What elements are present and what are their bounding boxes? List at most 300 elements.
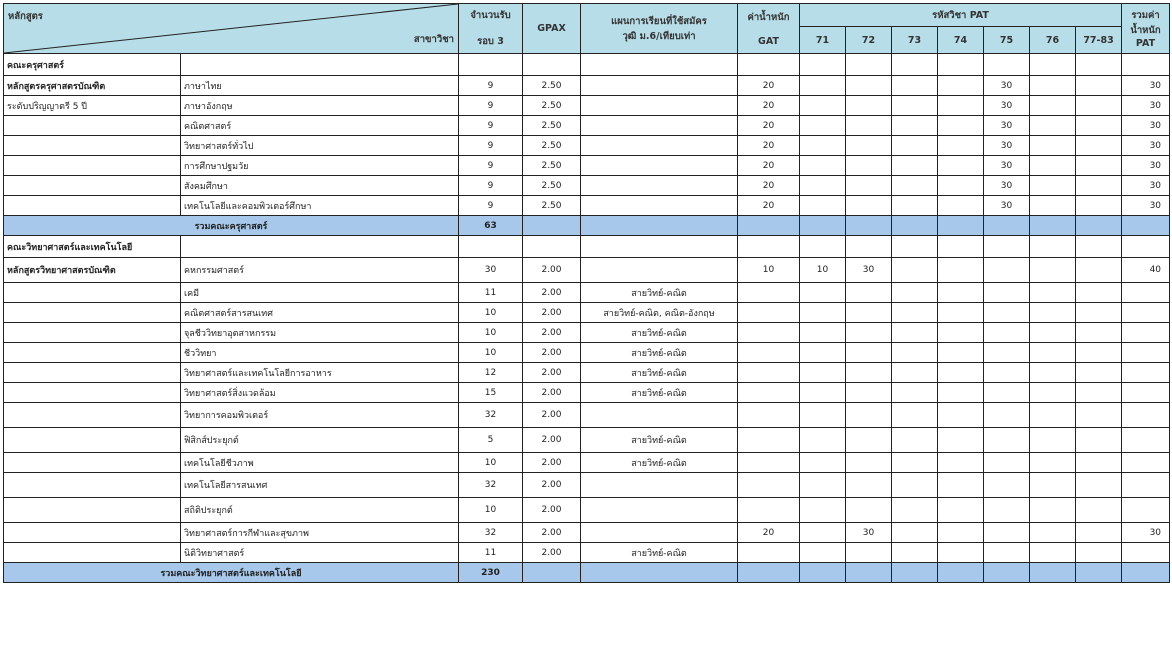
empty-cell [1030,236,1076,258]
seats-value: 32 [459,473,523,498]
empty-cell [800,563,846,583]
faculty-total-seats: 63 [459,216,523,236]
seats-value: 9 [459,136,523,156]
major-header: สาขาวิชา [413,34,454,45]
pat-74-value [938,156,984,176]
pat-73-value [892,343,938,363]
empty-cell [984,216,1030,236]
pat-72-value [846,343,892,363]
plan-value: สายวิทย์-คณิต, คณิต-อังกฤษ [581,303,738,323]
pat-72-value [846,176,892,196]
pat-77-83-value [1076,403,1122,428]
gpax-value: 2.00 [523,323,581,343]
major-name: สังคมศึกษา [181,176,459,196]
pat-73-value [892,453,938,473]
pat-76-value [1030,383,1076,403]
empty-cell [1076,54,1122,76]
pat-73-value [892,383,938,403]
pat-76-value [1030,96,1076,116]
pat-71-value [800,523,846,543]
gat-value: 20 [738,136,800,156]
pat-72-value [846,196,892,216]
pat-75-value: 30 [984,156,1030,176]
pat-74-value [938,473,984,498]
pat-74-value [938,303,984,323]
pat-72-value [846,428,892,453]
empty-cell [938,54,984,76]
major-name: วิทยาศาสตร์การกีฬาและสุขภาพ [181,523,459,543]
pat-71-value [800,363,846,383]
pat-75-value [984,303,1030,323]
pat-73-value [892,176,938,196]
gat-value [738,403,800,428]
plan-value: สายวิทย์-คณิต [581,383,738,403]
gat-value: 20 [738,523,800,543]
major-name: ภาษาอังกฤษ [181,96,459,116]
empty-cell [523,236,581,258]
faculty-name: คณะครุศาสตร์ [4,54,181,76]
empty-cell [4,196,181,216]
pat-74-value [938,116,984,136]
pat-76-value [1030,403,1076,428]
gat-value [738,473,800,498]
empty-cell [738,216,800,236]
pat-71-value [800,116,846,136]
pat-76-value [1030,76,1076,96]
seats-value: 9 [459,196,523,216]
pat-76-value [1030,323,1076,343]
empty-cell [738,563,800,583]
pat-77-83-value [1076,343,1122,363]
table-row [4,543,1170,563]
major-name: สถิติประยุกต์ [181,498,459,523]
gpax-value: 2.00 [523,403,581,428]
pat-76-value [1030,196,1076,216]
pat-72-value: 30 [846,523,892,543]
pat-code-74: 74 [938,27,984,54]
seats-value: 5 [459,428,523,453]
pat-total-value: 30 [1122,196,1170,216]
empty-cell [1076,236,1122,258]
pat-77-83-value [1076,363,1122,383]
major-name: เคมี [181,283,459,303]
pat-71-value [800,428,846,453]
pat-72-value [846,473,892,498]
pat-72-value [846,303,892,323]
pat-74-value [938,403,984,428]
gpax-value: 2.00 [523,428,581,453]
empty-cell [581,54,738,76]
pat-76-value [1030,258,1076,283]
pat-77-83-value [1076,176,1122,196]
pat-74-value [938,453,984,473]
plan-value: สายวิทย์-คณิต [581,323,738,343]
empty-cell [1030,563,1076,583]
empty-cell [1122,54,1170,76]
gpax-value: 2.50 [523,156,581,176]
pat-72-value [846,116,892,136]
seats-value: 9 [459,76,523,96]
pat-72-value [846,283,892,303]
gpax-value: 2.50 [523,176,581,196]
gat-value: 20 [738,76,800,96]
table-row [4,428,1170,453]
seats-value: 11 [459,283,523,303]
pat-72-value [846,323,892,343]
plan-value: สายวิทย์-คณิต [581,453,738,473]
pat-total-value: 30 [1122,523,1170,543]
pat-total-header: รวมค่า น้ำหนัก PAT [1122,4,1170,54]
pat-total-value [1122,323,1170,343]
pat-74-value [938,76,984,96]
pat-74-value [938,283,984,303]
major-name: จุลชีววิทยาอุตสาหกรรม [181,323,459,343]
empty-cell [4,498,181,523]
pat-75-value [984,258,1030,283]
pat-code-77-83: 77-83 [1076,27,1122,54]
pat-75-value [984,363,1030,383]
gat-value [738,453,800,473]
seats-value: 10 [459,498,523,523]
plan-value [581,196,738,216]
pat-73-value [892,428,938,453]
plan-value: สายวิทย์-คณิต [581,343,738,363]
pat-total-value [1122,303,1170,323]
empty-cell [892,54,938,76]
pat-73-value [892,258,938,283]
pat-71-value [800,96,846,116]
empty-cell [846,563,892,583]
seats-value: 10 [459,453,523,473]
major-name: ภาษาไทย [181,76,459,96]
program-name: หลักสูตรครุศาสตรบัณฑิต [4,76,181,96]
pat-76-value [1030,116,1076,136]
pat-74-value [938,523,984,543]
pat-73-value [892,303,938,323]
empty-cell [4,473,181,498]
major-name: การศึกษาปฐมวัย [181,156,459,176]
empty-cell [4,428,181,453]
pat-77-83-value [1076,543,1122,563]
empty-cell [1030,216,1076,236]
empty-cell [4,343,181,363]
empty-cell [4,136,181,156]
pat-72-value: 30 [846,258,892,283]
diagonal-divider [4,4,458,53]
empty-cell [1122,236,1170,258]
pat-77-83-value [1076,136,1122,156]
faculty-total-seats: 230 [459,563,523,583]
pat-total-value [1122,428,1170,453]
plan-header: แผนการเรียนที่ใช้สมัคร วุฒิ ม.6/เทียบเท่า [581,4,738,54]
faculty-row [4,236,1170,258]
gat-value: 20 [738,156,800,176]
empty-cell [800,54,846,76]
gat-value: 20 [738,116,800,136]
pat-77-83-value [1076,303,1122,323]
table-row [4,383,1170,403]
pat-total-value [1122,473,1170,498]
pat-74-value [938,136,984,156]
table-row [4,176,1170,196]
pat-71-value [800,543,846,563]
pat-75-value [984,383,1030,403]
pat-72-value [846,543,892,563]
empty-cell [581,216,738,236]
pat-73-value [892,523,938,543]
curriculum-major-header [4,4,459,54]
pat-76-value [1030,543,1076,563]
pat-71-value [800,498,846,523]
pat-73-value [892,363,938,383]
pat-77-83-value [1076,473,1122,498]
pat-77-83-value [1076,283,1122,303]
empty-cell [892,236,938,258]
pat-75-value [984,453,1030,473]
pat-77-83-value [1076,383,1122,403]
table-row [4,403,1170,428]
empty-cell [738,236,800,258]
pat-75-value [984,343,1030,363]
header-row-1 [4,4,1170,27]
empty-cell [800,236,846,258]
gpax-value: 2.00 [523,343,581,363]
program-name: หลักสูตรวิทยาศาสตรบัณฑิต [4,258,181,283]
pat-77-83-value [1076,323,1122,343]
empty-cell [846,216,892,236]
curriculum-header: หลักสูตร [8,11,43,22]
pat-total-value [1122,453,1170,473]
gpax-value: 2.50 [523,136,581,156]
gpax-value: 2.50 [523,96,581,116]
pat-76-value [1030,303,1076,323]
pat-72-value [846,76,892,96]
empty-cell [4,323,181,343]
pat-74-value [938,543,984,563]
faculty-name: คณะวิทยาศาสตร์และเทคโนโลยี [4,236,181,258]
pat-73-value [892,323,938,343]
seats-value: 9 [459,116,523,136]
pat-73-value [892,473,938,498]
gpax-value: 2.00 [523,543,581,563]
gpax-header: GPAX [523,4,581,54]
empty-cell [1076,563,1122,583]
pat-76-value [1030,428,1076,453]
pat-75-value: 30 [984,196,1030,216]
gpax-value: 2.00 [523,383,581,403]
table-row [4,523,1170,543]
plan-value [581,136,738,156]
table-row [4,363,1170,383]
table-row [4,156,1170,176]
plan-value [581,156,738,176]
table-row [4,283,1170,303]
pat-76-value [1030,343,1076,363]
pat-71-value [800,283,846,303]
plan-value [581,473,738,498]
pat-74-value [938,196,984,216]
table-row [4,498,1170,523]
empty-cell [523,54,581,76]
gat-value [738,383,800,403]
gpax-value: 2.00 [523,258,581,283]
pat-74-value [938,363,984,383]
table-row [4,116,1170,136]
pat-74-value [938,323,984,343]
empty-cell [4,403,181,428]
admission-table [3,3,1170,583]
pat-75-value [984,283,1030,303]
pat-72-value [846,383,892,403]
gpax-value: 2.00 [523,363,581,383]
pat-73-value [892,543,938,563]
empty-cell [459,236,523,258]
pat-75-value [984,428,1030,453]
pat-code-73: 73 [892,27,938,54]
pat-77-83-value [1076,453,1122,473]
pat-71-value [800,323,846,343]
seats-value: 11 [459,543,523,563]
pat-code-76: 76 [1030,27,1076,54]
gpax-value: 2.50 [523,196,581,216]
gpax-value: 2.00 [523,498,581,523]
pat-total-value [1122,363,1170,383]
empty-cell [738,54,800,76]
pat-71-value [800,76,846,96]
major-name: วิทยาการคอมพิวเตอร์ [181,403,459,428]
table-row [4,258,1170,283]
empty-cell [1076,216,1122,236]
gat-value: 20 [738,176,800,196]
empty-cell [1030,54,1076,76]
plan-value [581,176,738,196]
pat-71-value [800,176,846,196]
seats-value: 12 [459,363,523,383]
table-row [4,453,1170,473]
plan-value [581,523,738,543]
empty-cell [523,216,581,236]
plan-value [581,403,738,428]
seats-value: 9 [459,156,523,176]
gat-value [738,428,800,453]
pat-76-value [1030,363,1076,383]
pat-72-value [846,136,892,156]
gat-value: 20 [738,196,800,216]
empty-cell [4,383,181,403]
plan-value: สายวิทย์-คณิต [581,363,738,383]
major-name: คณิตศาสตร์สารสนเทศ [181,303,459,323]
gat-value [738,543,800,563]
pat-77-83-value [1076,498,1122,523]
pat-72-value [846,453,892,473]
faculty-total-row [4,216,1170,236]
pat-total-value: 30 [1122,156,1170,176]
empty-cell [4,523,181,543]
pat-73-value [892,498,938,523]
major-name: เทคโนโลยีสารสนเทศ [181,473,459,498]
pat-76-value [1030,136,1076,156]
plan-value [581,96,738,116]
pat-total-value: 30 [1122,136,1170,156]
pat-71-value [800,453,846,473]
pat-75-value: 30 [984,76,1030,96]
pat-76-value [1030,498,1076,523]
pat-74-value [938,258,984,283]
plan-value: สายวิทย์-คณิต [581,543,738,563]
empty-cell [4,363,181,383]
gat-value [738,323,800,343]
empty-cell [984,54,1030,76]
table-row [4,196,1170,216]
empty-cell [4,453,181,473]
gat-value [738,303,800,323]
major-name: เทคโนโลยีชีวภาพ [181,453,459,473]
gat-value [738,498,800,523]
plan-value [581,116,738,136]
pat-71-value [800,156,846,176]
pat-77-83-value [1076,523,1122,543]
pat-71-value [800,383,846,403]
gat-header: ค่าน้ำหนัก GAT [738,4,800,54]
pat-75-value [984,403,1030,428]
plan-value [581,258,738,283]
pat-75-value [984,543,1030,563]
empty-cell [1122,563,1170,583]
pat-group-header: รหัสวิชา PAT [800,4,1122,27]
empty-cell [892,563,938,583]
seats-value: 32 [459,523,523,543]
gat-value [738,343,800,363]
pat-77-83-value [1076,428,1122,453]
plan-value: สายวิทย์-คณิต [581,283,738,303]
pat-71-value [800,136,846,156]
pat-75-value [984,323,1030,343]
seats-value: 10 [459,323,523,343]
pat-72-value [846,403,892,428]
empty-cell [846,54,892,76]
pat-75-value: 30 [984,96,1030,116]
pat-71-value [800,303,846,323]
table-row [4,303,1170,323]
pat-71-value: 10 [800,258,846,283]
pat-77-83-value [1076,76,1122,96]
gpax-value: 2.00 [523,473,581,498]
pat-77-83-value [1076,116,1122,136]
table-row [4,76,1170,96]
empty-cell [984,236,1030,258]
table-row [4,96,1170,116]
empty-cell [4,543,181,563]
empty-cell [4,283,181,303]
empty-cell [1122,216,1170,236]
gpax-value: 2.00 [523,453,581,473]
faculty-total-label: รวมคณะวิทยาศาสตร์และเทคโนโลยี [4,563,459,583]
pat-74-value [938,96,984,116]
seats-value: 9 [459,96,523,116]
pat-73-value [892,403,938,428]
pat-74-value [938,343,984,363]
seats-value: 32 [459,403,523,428]
pat-code-71: 71 [800,27,846,54]
seats-value: 10 [459,343,523,363]
gat-value [738,363,800,383]
pat-73-value [892,283,938,303]
pat-72-value [846,363,892,383]
empty-cell [938,236,984,258]
major-name: ฟิสิกส์ประยุกต์ [181,428,459,453]
pat-72-value [846,156,892,176]
pat-76-value [1030,453,1076,473]
